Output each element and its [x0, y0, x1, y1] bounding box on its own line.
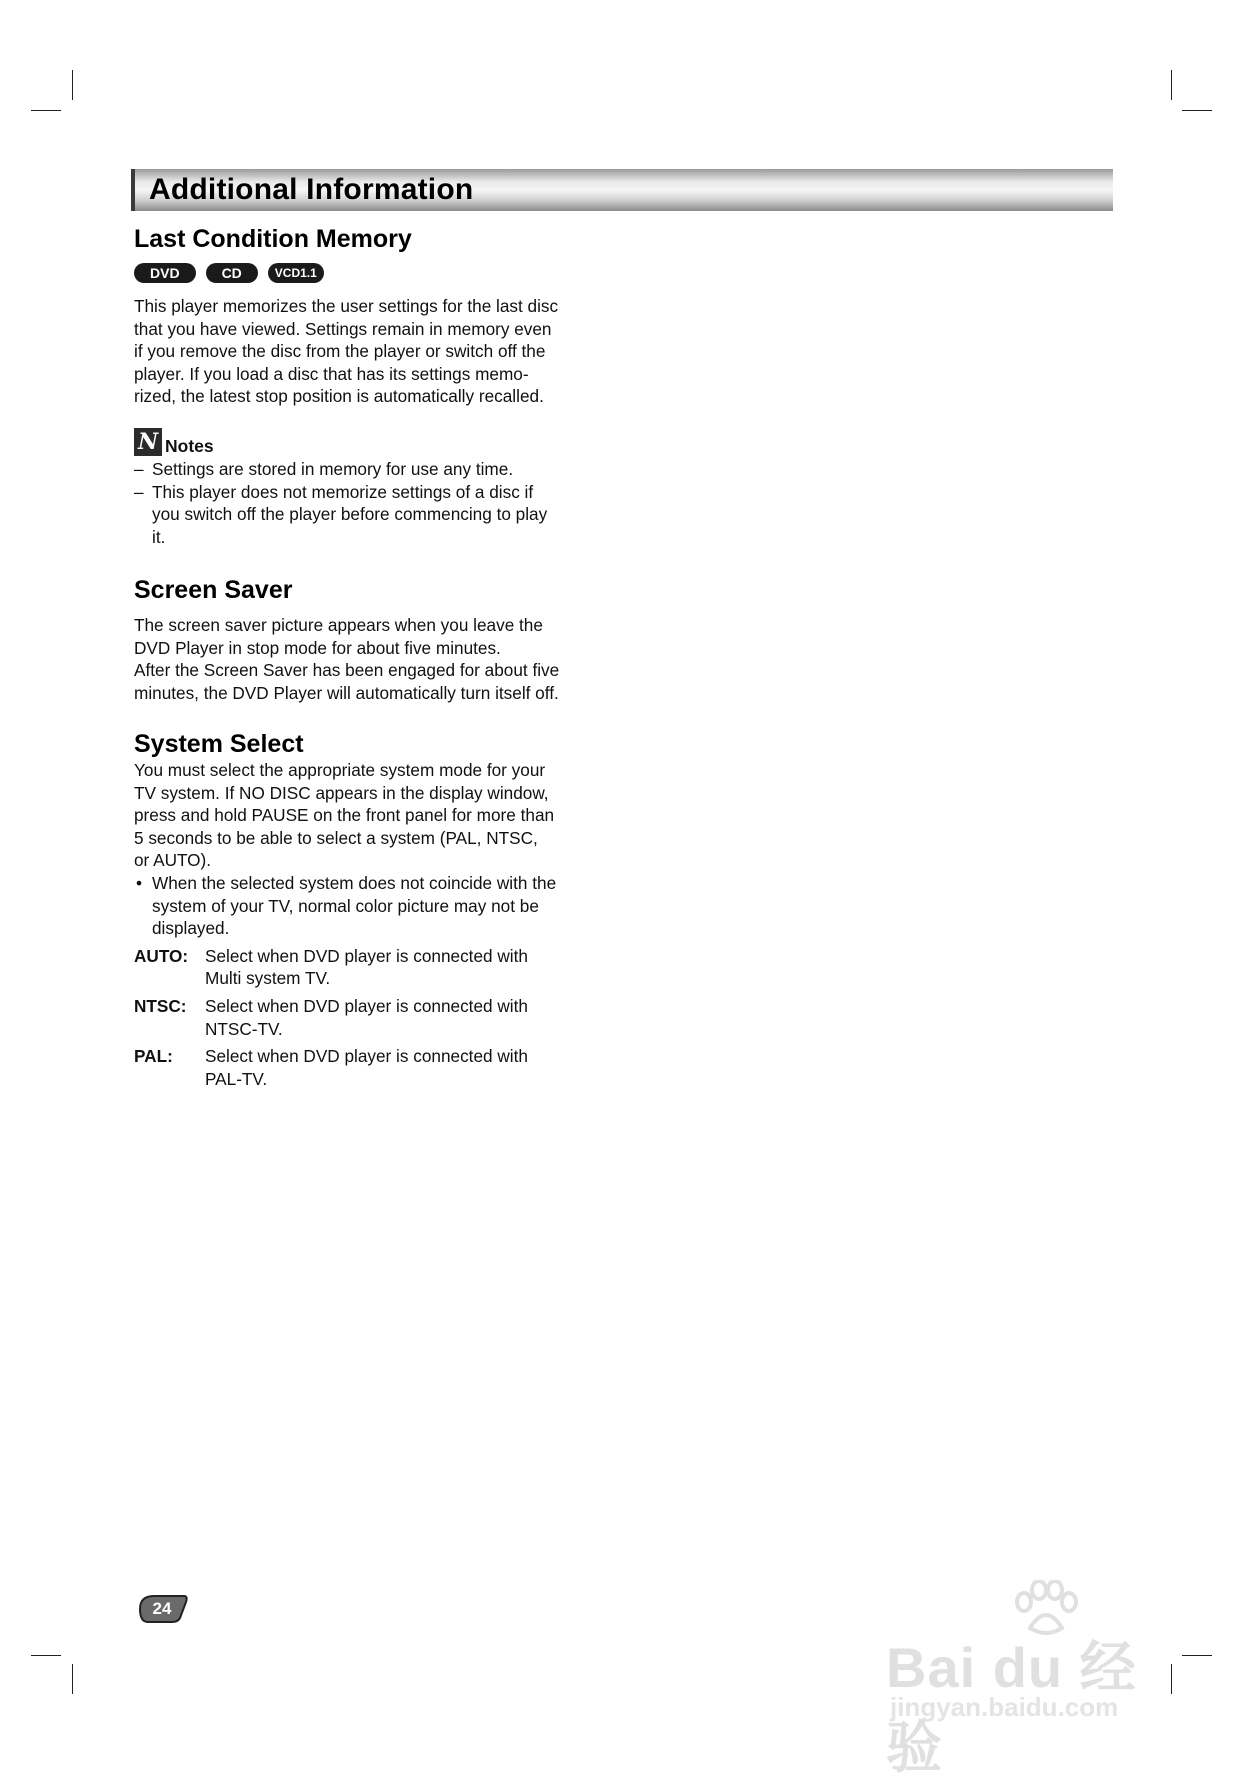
definition-ntsc: NTSC: Select when DVD player is connected with NTSC-TV.: [134, 995, 528, 1039]
last-condition-heading: Last Condition Memory: [134, 225, 412, 253]
crop-mark: [72, 70, 73, 100]
watermark-url: jingyan.baidu.com: [890, 1692, 1119, 1722]
crop-mark: [1182, 1655, 1212, 1656]
notes-header: [134, 428, 614, 456]
crop-mark: [1171, 70, 1172, 100]
page-number-badge: [136, 1594, 188, 1624]
last-condition-text: This player memorizes the user settings for the last disc that you have viewed. Settings remain in memory even if you remove the disc from the player or switch off the player. If you load a disc that has its settings memo- rized, the latest stop position is automatically recalled.: [134, 296, 559, 407]
definition-auto: AUTO: Select when DVD player is connected with Multi system TV.: [134, 945, 528, 989]
page-title: Additional Information: [149, 173, 474, 206]
vcd-badge: VCD1.1: [268, 263, 324, 283]
system-definitions: [134, 945, 614, 1091]
crop-mark: [72, 1664, 73, 1694]
dvd-badge: DVD: [134, 263, 196, 283]
disc-badges: [134, 263, 614, 283]
baidu-watermark: [880, 1580, 1180, 1779]
watermark-brand: Bai du 经验: [886, 1636, 1137, 1779]
crop-mark: [1182, 110, 1212, 111]
crop-mark: [31, 110, 61, 111]
page-number: 24: [152, 1599, 172, 1618]
screen-saver-text: The screen saver picture appears when you leave the DVD Player in stop mode for about five minutes. After the Screen Saver has been engaged for about five minutes, the DVD Player will automatically turn itself off.: [134, 615, 560, 703]
cd-badge: CD: [206, 263, 258, 283]
last-condition-section: [134, 225, 614, 548]
system-select-section: [134, 730, 614, 1095]
list-item: – This player does not memorize settings of a disc if you switch off the player before commencing to play it.: [134, 481, 548, 547]
screen-saver-heading: Screen Saver: [134, 576, 293, 604]
crop-mark: [31, 1655, 61, 1656]
notes-list: [134, 458, 614, 548]
notes-label: Notes: [165, 435, 214, 456]
list-item: – Settings are stored in memory for use any time.: [134, 458, 514, 479]
screen-saver-section: [134, 576, 614, 704]
section-banner: [131, 169, 1113, 211]
system-select-heading: System Select: [134, 730, 304, 758]
list-item: • When the selected system does not coincide with the system of your TV, normal color picture may not be displayed.: [136, 872, 557, 939]
system-select-text: You must select the appropriate system mode for your TV system. If NO DISC appears in the display window, press and hold PAUSE on the front panel for more than 5 seconds to be able to select a system (PAL, NTSC, or AUTO).: [134, 760, 555, 871]
definition-pal: PAL: Select when DVD player is connected with PAL-TV.: [134, 1046, 528, 1089]
notes-icon: N: [134, 428, 162, 456]
